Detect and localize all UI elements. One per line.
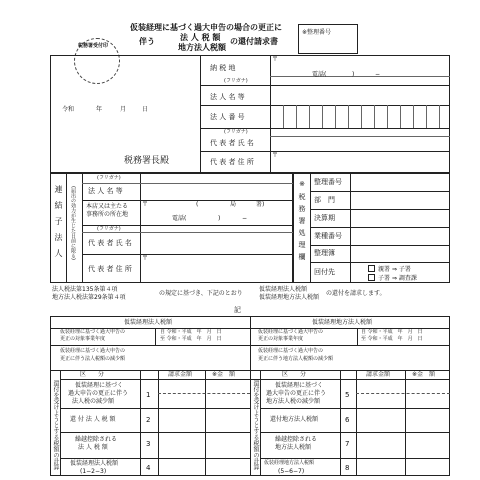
applicant-rep-postal-mark: 〒 (272, 152, 279, 159)
right-target-label-2: 更正の対象事業年度 (258, 336, 304, 342)
left-target-label-1: 仮装経理に基づく過大申告の (60, 329, 126, 335)
left-row-2-no: 2 (146, 416, 151, 424)
consolidated-rep-addr-field[interactable] (150, 255, 292, 282)
left-row-1-amount[interactable] (160, 380, 204, 407)
request-note: 記 (234, 306, 241, 314)
left-target-to: 至 令和・平成 年 月 日 (160, 336, 222, 342)
right-target-to: 至 令和・平成 年 月 日 (361, 336, 423, 342)
left-row-3-no: 3 (146, 440, 151, 448)
right-row-5-amount[interactable] (358, 380, 404, 407)
applicant-tel-prefix: 電話( (312, 71, 327, 78)
applicant-name-field[interactable] (272, 86, 448, 104)
left-reduction-label-2: 更正に伴う法人税額の減少額 (60, 356, 126, 362)
date-month: 月 (120, 106, 127, 113)
title-suffix: の還付請求書 (230, 37, 278, 46)
consolidated-district-close: 署) (256, 201, 265, 208)
consolidated-address-field[interactable] (142, 201, 292, 224)
route-checkbox-2[interactable] (368, 274, 375, 281)
consolidated-name-field[interactable] (142, 184, 292, 199)
consolidated-postal-mark: 〒 (142, 201, 149, 208)
applicant-tel-mid: ) (352, 71, 355, 78)
office-use-row-0: 整理番号 (314, 178, 342, 186)
applicant-rep-name-field[interactable] (272, 137, 448, 150)
consolidated-office-label-2: 事務所の所在地 (86, 211, 129, 218)
right-row-6-amount[interactable] (358, 409, 404, 431)
route-option-1[interactable]: 親署 ⇒ 子署 (368, 265, 411, 273)
right-row-5-no: 5 (345, 391, 350, 399)
applicant-address-field[interactable] (280, 57, 448, 74)
left-section-header: 仮装経理法人税額 (124, 319, 173, 326)
right-reduction-label-2: 更正に伴う地方法人税額の減少額 (258, 356, 334, 362)
route-option-2[interactable]: 子署 ⇒ 調査課 (368, 274, 417, 282)
right-row-6-no: 6 (345, 416, 350, 424)
request-tail: の還付を請求します。 (326, 290, 386, 297)
consolidated-name-label: 法 人 名 等 (88, 187, 123, 195)
applicant-address-label: 納 税 地 (210, 64, 236, 72)
title-item-1: 法 人 税 額 (180, 33, 221, 42)
tax-office-label: 税務署長殿 (124, 156, 170, 166)
office-use-row-1: 部 門 (314, 196, 335, 204)
title-prefix: 伴う (139, 37, 155, 46)
title-line-1: 仮装経理に基づく過大申告の場合の更正に (130, 23, 282, 32)
right-side-label: 還付を受けようとする税額の計算 (252, 380, 259, 470)
consolidated-sub-label: (届出の効力が生じた日前に限る) (70, 186, 76, 260)
office-use-row-2: 決算期 (314, 214, 335, 222)
date-reiwa: 令和 (62, 106, 75, 113)
request-middle: の規定に基づき、下記のとおり (159, 290, 243, 297)
left-reduction-label-1: 仮装経理に基づく過大申告の (60, 348, 126, 354)
request-right-1: 仮装経理法人税額 (259, 286, 308, 293)
applicant-name-label: 法 人 名 等 (210, 93, 245, 101)
consolidated-tel-dash: − (242, 215, 248, 222)
request-law-1: 法人税法第135条第４項 (52, 286, 118, 293)
right-reduction-label-1: 仮装経理に基づく過大申告の (258, 348, 324, 354)
consolidated-rep-name-field[interactable] (142, 233, 292, 253)
office-use-row-4: 整理簿 (314, 249, 335, 257)
consolidated-rep-name-label: 代 表 者 氏 名 (88, 239, 132, 247)
applicant-number-label: 法 人 番 号 (210, 113, 245, 121)
office-use-row-3: 業種番号 (314, 232, 342, 240)
left-side-label: 還付を受けようとする税額の計算 (52, 380, 59, 470)
right-target-label-1: 仮装経理に基づく過大申告の (258, 329, 324, 335)
consolidated-vertical-label: 連結子法人 (54, 185, 63, 265)
consolidated-rep-postal-mark: 〒 (142, 255, 149, 262)
consolidated-ward: ( (196, 201, 199, 208)
consolidated-tel-mid: ) (218, 215, 221, 222)
applicant-rep-furigana: (フリガナ) (224, 129, 248, 135)
left-target-from: 自 令和・平成 年 月 日 (160, 329, 222, 335)
right-col-kubun: 区 分 (282, 371, 307, 378)
applicant-rep-name-label: 代 表 者 氏 名 (210, 139, 254, 147)
office-use-vertical-label: ※税務署処理欄 (298, 180, 306, 265)
date-year: 年 (96, 106, 103, 113)
request-right-2: 仮装経理地方法人税額 (259, 294, 320, 301)
consolidated-tel-prefix: 電話( (172, 215, 187, 222)
applicant-rep-addr-label: 代 表 者 住 所 (210, 158, 254, 166)
title-item-2: 地方法人税額 (178, 43, 226, 52)
left-row-4-no: 4 (146, 464, 151, 472)
left-col-amount: 請求金額 (168, 371, 193, 378)
date-day: 日 (142, 106, 149, 113)
consolidated-office-label-1: 本店又は主たる (86, 203, 129, 210)
left-row-1-no: 1 (146, 391, 151, 399)
right-section-header: 仮装経理地方法人税額 (312, 319, 373, 326)
left-col-kubun: 区 分 (80, 371, 105, 378)
applicant-tel-dash: − (375, 71, 381, 78)
reception-stamp-label: 税務署受付印 (78, 43, 109, 49)
consolidated-district: 局 (230, 201, 237, 208)
right-row-8-no: 8 (345, 464, 350, 472)
applicant-rep-addr-field[interactable] (280, 152, 448, 172)
left-target-label-2: 更正の対象事業年度 (60, 336, 106, 342)
request-law-2: 地方法人税法第29条第４項 (52, 294, 126, 301)
consolidated-rep-addr-label: 代 表 者 住 所 (88, 265, 132, 273)
right-row-7-no: 7 (345, 440, 350, 448)
consolidated-rep-furigana: (フリガナ) (97, 226, 121, 232)
applicant-furigana: (フリガナ) (224, 78, 248, 84)
left-col-office: ※金 額 (212, 371, 236, 378)
left-row-4-amount[interactable] (160, 459, 204, 475)
left-row-2-amount[interactable] (160, 409, 204, 431)
control-number-label: ※整理番号 (302, 29, 332, 36)
applicant-postal-mark: 〒 (272, 56, 279, 63)
right-col-office: ※金 額 (412, 371, 436, 378)
right-row-8-amount[interactable] (358, 459, 404, 475)
consolidated-furigana: (フリガナ) (97, 175, 121, 181)
right-target-from: 自 令和・平成 年 月 日 (361, 329, 423, 335)
office-use-row-5: 回付先 (314, 268, 335, 276)
left-row-3-amount[interactable] (160, 433, 204, 457)
applicant-number-field[interactable] (272, 106, 448, 127)
right-row-7-amount[interactable] (358, 433, 404, 457)
right-col-amount: 請求金額 (366, 371, 391, 378)
route-checkbox-1[interactable] (368, 265, 375, 272)
